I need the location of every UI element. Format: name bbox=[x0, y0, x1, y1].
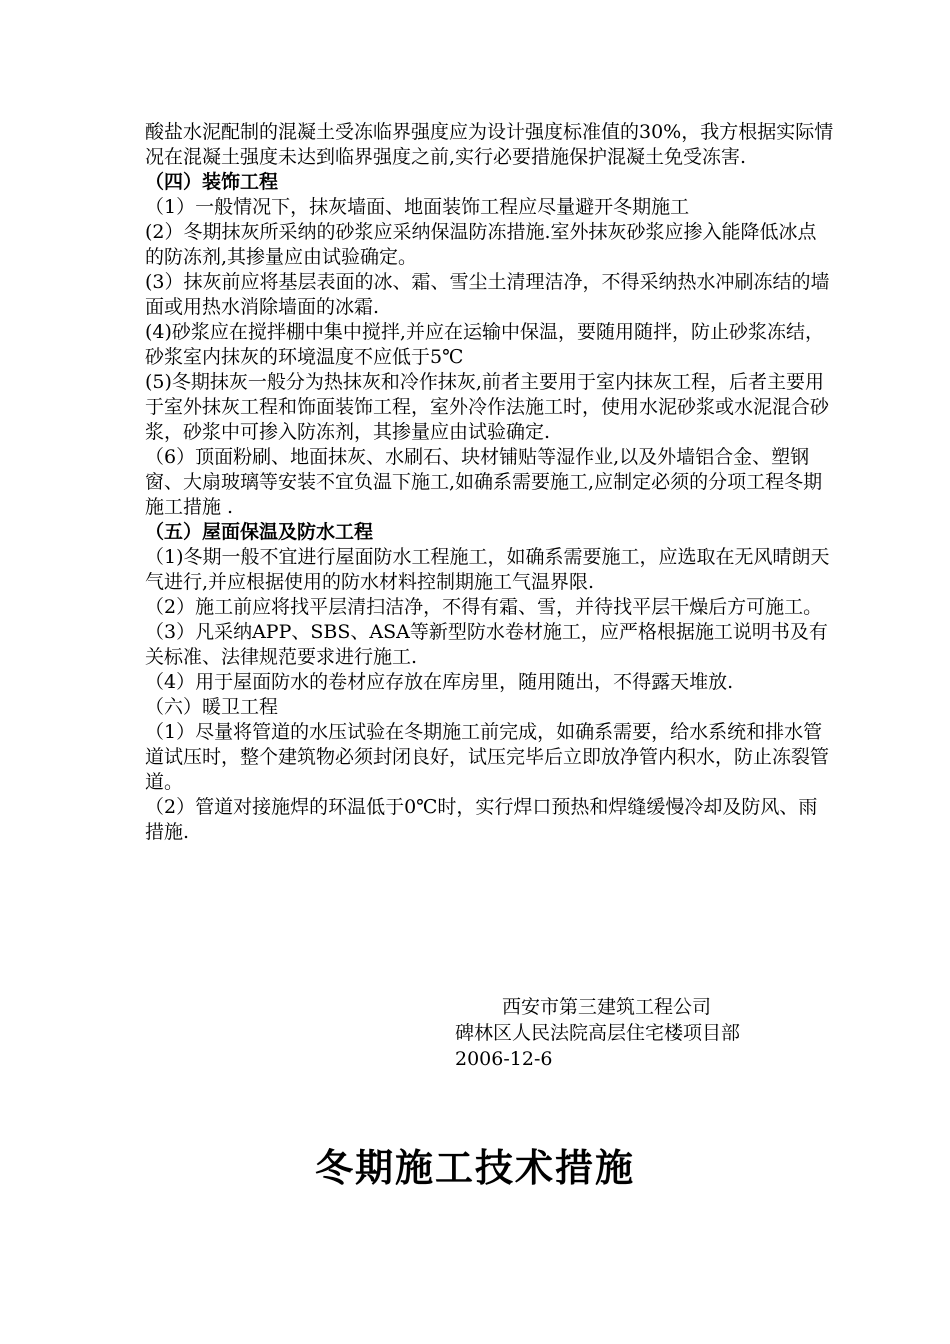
paragraph-roof-2: （2）施工前应将找平层清扫洁净，不得有霜、雪，并待找平层干燥后方可施工。 bbox=[145, 596, 823, 618]
paragraph-heating-2: （2）管道对接施焊的环温低于0℃时，实行焊口预热和焊缝缓慢冷却及防风、雨措施. bbox=[145, 796, 818, 843]
paragraph-heating-1: （1）尽量将管道的水压试验在冬期施工前完成，如确系需要，给水系统和排水管道试压时，整个建筑物必须封闭良好，试压完毕后立即放净管内积水，防止冻裂管道。 bbox=[145, 721, 830, 793]
document-title: 冬期施工技术措施 bbox=[314, 1146, 635, 1190]
paragraph-roof-3: （3）凡采纳APP、SBS、ASA等新型防水卷材施工，应严格根据施工说明书及有关标准、法律规范要求进行施工. bbox=[145, 621, 828, 668]
body-text bbox=[145, 120, 835, 845]
paragraph-decoration-4: (4)砂浆应在搅拌棚中集中搅拌,并应在运输中保温，要随用随拌，防止砂浆冻结，砂浆室内抹灰的环境温度不应低于5℃ bbox=[145, 321, 824, 368]
paragraph-decoration-2: (2）冬期抹灰所采纳的砂浆应采纳保温防冻措施.室外抹灰砂浆应掺入能降低冰点的防冻剂,其掺量应由试验确定。 bbox=[145, 221, 817, 268]
signature-date: 2006-12-6 bbox=[455, 1048, 553, 1070]
paragraph-concrete-freeze: 酸盐水泥配制的混凝土受冻临界强度应为设计强度标准值的30%，我方根据实际情况在混凝土强度未达到临界强度之前,实行必要措施保护混凝土免受冻害. bbox=[145, 121, 834, 168]
paragraph-decoration-6: （6）顶面粉刷、地面抹灰、水刷石、块材铺贴等湿作业,以及外墙铝合金、塑钢窗、大扇玻璃等安装不宜负温下施工,如确系需要施工,应制定必须的分项工程冬期施工措施 . bbox=[145, 446, 823, 518]
paragraph-decoration-3: (3）抹灰前应将基层表面的冰、霜、雪尘土清理洁净，不得采纳热水冲刷冻结的墙面或用热水消除墙面的冰霜. bbox=[145, 271, 830, 318]
section-heading-decoration: （四）装饰工程 bbox=[145, 171, 279, 193]
signature-block bbox=[455, 994, 835, 1072]
signature-project: 碑林区人民法院高层住宅楼项目部 bbox=[455, 1022, 741, 1044]
paragraph-decoration-1: （1）一般情况下，抹灰墙面、地面装饰工程应尽量避开冬期施工 bbox=[145, 196, 690, 218]
paragraph-roof-4: （4）用于屋面防水的卷材应存放在库房里，随用随出，不得露天堆放. bbox=[145, 671, 734, 693]
paragraph-decoration-5: (5)冬期抹灰一般分为热抹灰和冷作抹灰,前者主要用于室内抹灰工程，后者主要用于室外抹灰工程和饰面装饰工程，室外冷作法施工时，使用水泥砂浆或水泥混合砂浆，砂浆中可掺入防冻剂，其掺量应由试验确定. bbox=[145, 371, 830, 443]
section-heading-roof: （五）屋面保温及防水工程 bbox=[145, 521, 374, 543]
signature-company: 西安市第三建筑工程公司 bbox=[502, 996, 712, 1018]
paragraph-roof-1: （1)冬期一般不宜进行屋面防水工程施工，如确系需要施工，应选取在无风晴朗天气进行,并应根据使用的防水材料控制期施工气温界限. bbox=[145, 546, 830, 593]
section-heading-heating: （六）暖卫工程 bbox=[145, 696, 279, 718]
